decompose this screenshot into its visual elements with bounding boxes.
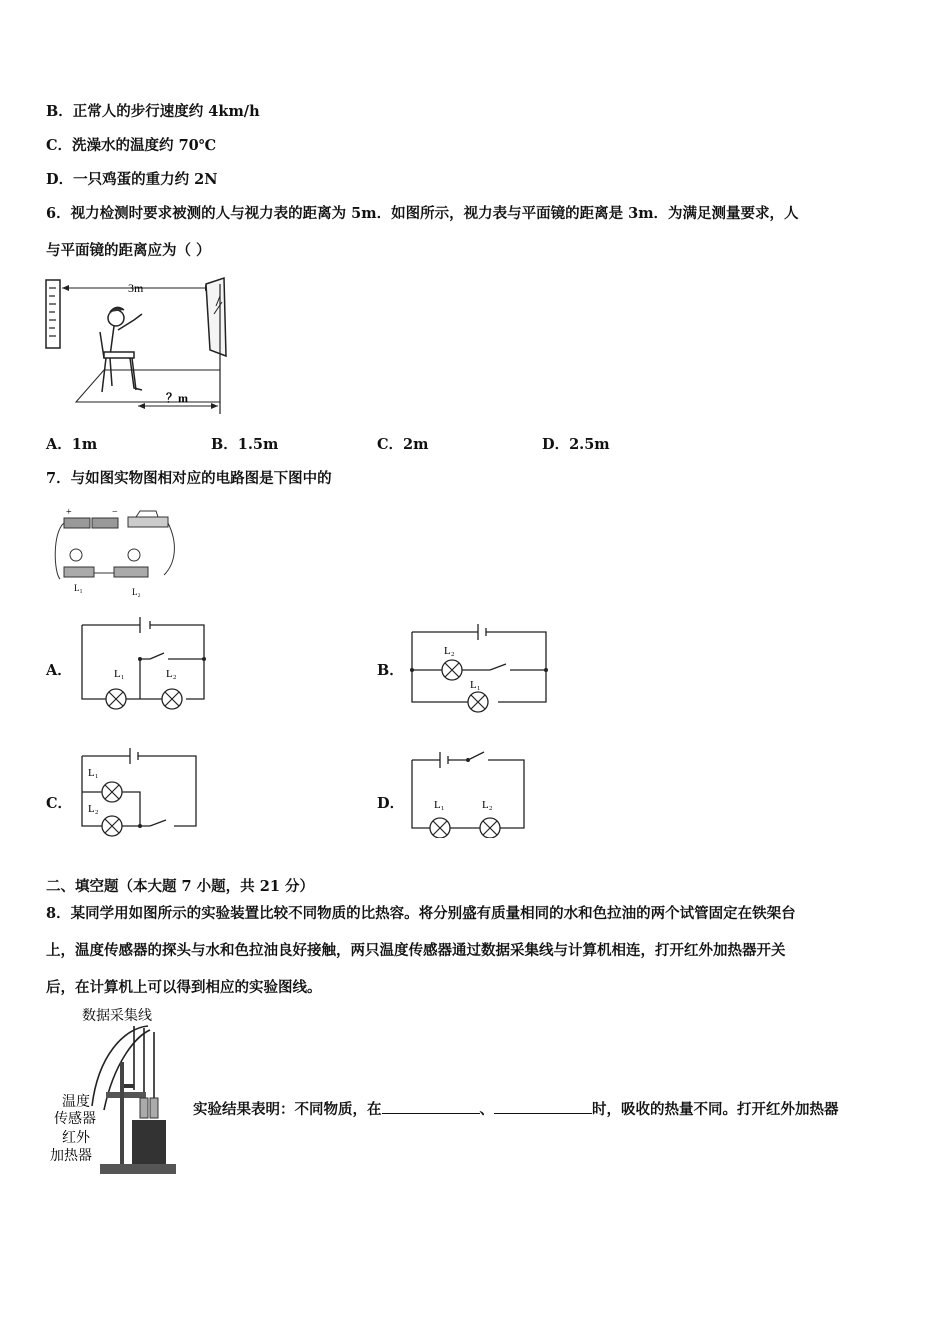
top-dimension-label: 3m [128, 281, 144, 295]
battery-plus-label: + [66, 507, 72, 518]
eye-chart [46, 280, 60, 348]
result-prefix: 实验结果表明：不同物质，在 [193, 1101, 382, 1118]
answer-blank-1[interactable] [382, 1099, 480, 1114]
q5-option-d: D．一只鸡蛋的重力约 2N [46, 171, 218, 188]
answer-blank-2[interactable] [494, 1099, 592, 1114]
lamp-l1-label: L₁ [434, 799, 445, 811]
lamp-bottom-label: L₁ [470, 679, 481, 691]
q7-circuit-c [78, 742, 202, 838]
lamp-l1-label: L₁ [114, 668, 125, 680]
q6-stem-line2: 与平面镜的距离应为（ ） [46, 242, 211, 259]
q7-circuit-a [78, 615, 210, 715]
floor [76, 370, 220, 402]
q8-line2: 上，温度传感器的探头与水和色拉油良好接触，两只温度传感器通过数据采集线与计算机相连，打开红外加热器开关 [46, 942, 786, 959]
heater-label-1: 红外 [62, 1131, 90, 1146]
infrared-heater [132, 1120, 166, 1164]
result-separator: 、 [479, 1101, 494, 1118]
lamp-top-label: L₂ [444, 645, 455, 657]
plane-mirror [206, 278, 226, 356]
lamp-l1-symbol [102, 782, 122, 802]
q7-option-b-label: B． [377, 662, 404, 679]
data-cable-label: 数据采集线 [82, 1009, 152, 1024]
lamp-top-symbol [442, 660, 462, 680]
stand-base [100, 1164, 176, 1174]
q7-circuit-b [406, 620, 552, 714]
q7-stem: 7．与如图实物图相对应的电路图是下图中的 [46, 470, 332, 487]
switch-arm [468, 752, 484, 760]
battery-cell-1 [64, 518, 90, 528]
switch-arm [150, 653, 164, 659]
physical-lamp-l1 [70, 549, 82, 561]
test-tube-2 [150, 1098, 158, 1118]
physical-lamp-l2 [128, 549, 140, 561]
q7-circuit-d [406, 744, 530, 838]
lamp-l2-label: L₂ [166, 668, 177, 680]
q7-option-a-label: A． [46, 662, 72, 679]
lamp-bottom-symbol [468, 692, 488, 712]
physical-l1-label: L₁ [74, 583, 83, 593]
lamp-l2-symbol [102, 816, 122, 836]
q6-stem-line1: 6．视力检测时要求被测的人与视力表的距离为 5m．如图所示，视力表与平面镜的距离是 3m．为满足测量要求，人 [46, 205, 799, 222]
lamp-l2-symbol [162, 689, 182, 709]
battery-cell-2 [92, 518, 118, 528]
stand-rod [120, 1062, 124, 1166]
test-tube-1 [140, 1098, 148, 1118]
q8-line1: 8．某同学用如图所示的实验装置比较不同物质的比热容。将分别盛有质量相同的水和色拉油的两个试管固定在铁架台 [46, 905, 796, 922]
lamp-l2-label: L₂ [482, 799, 493, 811]
q8-line3: 后，在计算机上可以得到相应的实验图线。 [46, 979, 322, 996]
q5-option-c: C．洗澡水的温度约 70℃ [46, 137, 217, 154]
q7-option-c-label: C． [46, 795, 73, 812]
lamp-l2-symbol [480, 818, 500, 838]
heater-label-2: 加热器 [50, 1149, 92, 1164]
q6-option-a: A．1m [46, 436, 98, 453]
sensor-label-2: 传感器 [54, 1112, 96, 1127]
lamp-l1-label: L₁ [88, 767, 99, 779]
q7-option-d-label: D． [377, 795, 405, 812]
switch-base [128, 517, 168, 527]
bottom-dimension-label: ？m [166, 391, 188, 405]
q8-apparatus-figure [44, 1002, 184, 1178]
q6-option-c: C．2m [377, 436, 429, 453]
lamp-l2-label: L₂ [88, 803, 99, 815]
lamp-l1-symbol [106, 689, 126, 709]
q7-physical-circuit [50, 503, 180, 599]
result-suffix: 时，吸收的热量不同。打开红外加热器 [592, 1101, 839, 1118]
q6-eye-test-figure [44, 274, 234, 420]
clamp [106, 1092, 146, 1098]
switch-arm [150, 820, 166, 826]
lamp-l1-symbol [430, 818, 450, 838]
battery-minus-label: − [112, 507, 118, 518]
q5-option-b: B．正常人的步行速度约 4km/h [46, 103, 260, 120]
sensor-label-1: 温度 [62, 1095, 90, 1110]
physical-l2-label: L₂ [132, 587, 141, 597]
switch-arm [490, 664, 506, 670]
q8-result-sentence [193, 1099, 839, 1120]
section2-heading: 二、填空题（本大题 7 小题，共 21 分） [46, 878, 314, 895]
switch-knife [136, 511, 158, 517]
q6-option-b: B．1.5m [211, 436, 279, 453]
q6-option-d: D．2.5m [542, 436, 610, 453]
